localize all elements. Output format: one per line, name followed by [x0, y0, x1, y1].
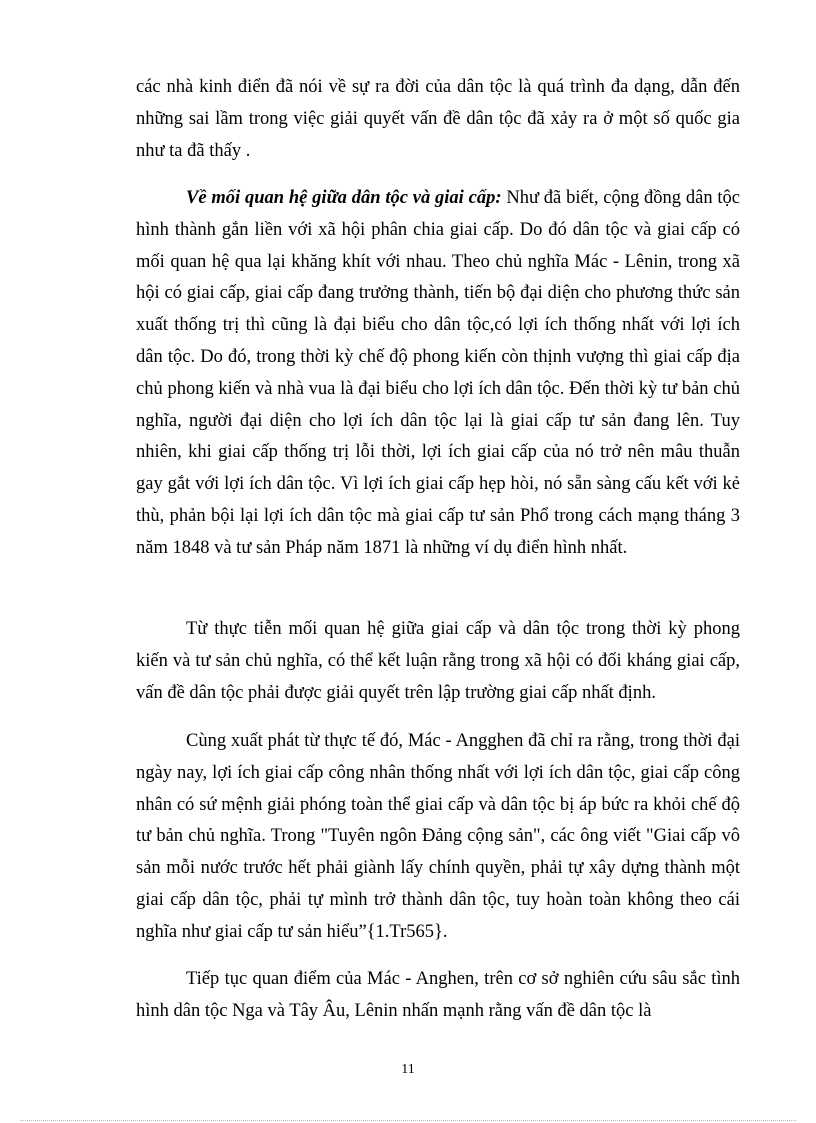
paragraph-text: các nhà kinh điển đã nói về sự ra đời của dân tộc là quá trình đa dạng, dẫn đến những sai lầm trong việc giải quyết vấn đề dân tộc đã xảy ra ở một số quốc gia như ta đã thấy .: [136, 77, 740, 161]
page-number: 11: [401, 1062, 415, 1077]
paragraph-text: Cùng xuất phát từ thực tế đó, Mác - Angghen đã chỉ ra rằng, trong thời đại ngày nay, lợi ích giai cấp công nhân thống nhất với lợi ích dân tộc, giai cấp công nhân có sứ mệnh giải phóng toàn thể giai cấp và dân tộc bị áp bức ra khỏi chế độ tư bản chủ nghĩa. Trong "Tuyên ngôn Đảng cộng sản", các ông viết "Giai cấp vô sản mỗi nước trước hết phải giành lấy chính quyền, phải tự xây dựng thành một giai cấp dân tộc, phải tự mình trở thành dân tộc, tuy hoàn toàn không theo cái nghĩa như giai cấp tư sản hiểu”{1.Tr565}.: [136, 731, 740, 942]
paragraph-lenin: [136, 964, 740, 1028]
paragraph-text: Từ thực tiễn mối quan hệ giữa giai cấp và dân tộc trong thời kỳ phong kiến và tư sản chủ nghĩa, có thể kết luận rằng trong xã hội có đối kháng giai cấp, vấn đề dân tộc phải được giải quyết trên lập trường giai cấp nhất định.: [136, 619, 740, 703]
paragraph-conclusion: [136, 614, 740, 709]
page-divider: [20, 1120, 796, 1121]
paragraph-marx-engels: [136, 726, 740, 949]
paragraph-heading: Về mối quan hệ giữa dân tộc và giai cấp:: [186, 188, 502, 208]
paragraph-nation-class-relation: [136, 183, 740, 565]
paragraph-text: Tiếp tục quan điểm của Mác - Anghen, trên cơ sở nghiên cứu sâu sắc tình hình dân tộc Nga và Tây Âu, Lênin nhấn mạnh rằng vấn đề dân tộc là: [136, 969, 740, 1021]
paragraph-text: Như đã biết, cộng đồng dân tộc hình thành gắn liền với xã hội phân chia giai cấp. Do đó dân tộc và giai cấp có mối quan hệ qua lại khăng khít với nhau. Theo chủ nghĩa Mác - Lênin, trong xã hội có giai cấp, giai cấp đang trưởng thành, tiến bộ đại diện cho phương thức sản xuất thống trị thì cũng là đại biểu cho dân tộc,có lợi ích thống nhất với lợi ích dân tộc. Do đó, trong thời kỳ chế độ phong kiến còn thịnh vượng thì giai cấp địa chủ phong kiến và nhà vua là đại biểu cho lợi ích dân tộc. Đến thời kỳ tư bản chủ nghĩa, người đại diện cho lợi ích dân tộc lại là giai cấp tư sản đang lên. Tuy nhiên, khi giai cấp thống trị lỗi thời, lợi ích giai cấp của nó trở nên mâu thuẫn gay gắt với lợi ích dân tộc. Vì lợi ích giai cấp hẹp hòi, nó sẵn sàng cấu kết với kẻ thù, phản bội lại lợi ích dân tộc mà giai cấp tư sản Phổ trong cách mạng tháng 3 năm 1848 và tư sản Pháp năm 1871 là những ví dụ điển hình nhất.: [136, 188, 740, 558]
paragraph-continuation: [136, 72, 740, 167]
